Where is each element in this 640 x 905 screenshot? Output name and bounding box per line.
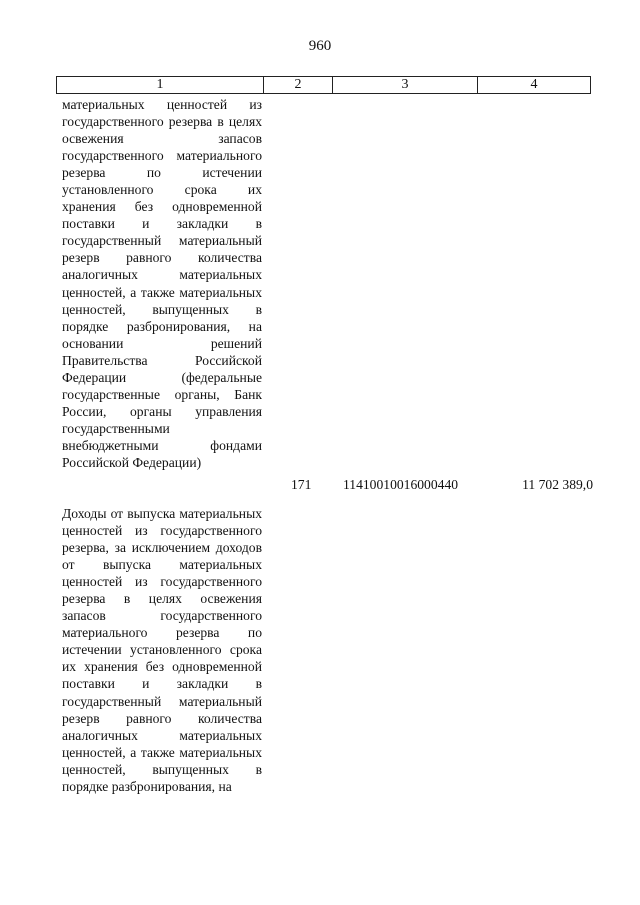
header-col-3: 3	[333, 77, 478, 94]
row-1-kbk: 11410010016000440	[343, 477, 459, 492]
header-col-2: 2	[264, 77, 333, 94]
row-1-description: материальных ценностей из государственного резерва в целях освежения запасов государственного материального резерва по истечении установленного срока их хранения без одновременной поставки и закладки в государственный материальный резерв равного количества аналогичных материальных ценностей, а также материальных ценностей, выпущенных в порядке разбронирования, на основании решений Правительства Российской Федерации (федеральные государственные органы, Банк России, органы управления государственными внебюджетными фондами Российской Федерации)	[62, 97, 262, 470]
header-col-4: 4	[478, 77, 591, 94]
header-row	[57, 77, 591, 94]
row-2-description: Доходы от выпуска материальных ценностей из государственного резерва, за исключением доходов от выпуска материальных ценностей из государственного резерва в целях освежения запасов государственного материального резерва по истечении установленного срока их хранения без одновременной поставки и закладки в государственный материальный резерв равного количества аналогичных материальных ценностей, а также материальных ценностей, выпущенных в порядке разбронирования, на	[62, 506, 262, 794]
page-number: 960	[308, 38, 332, 54]
header-col-1: 1	[57, 77, 264, 94]
table-header	[56, 76, 591, 94]
row-1-code: 171	[291, 477, 312, 492]
row-1-amount: 11 702 389,0	[522, 477, 593, 492]
